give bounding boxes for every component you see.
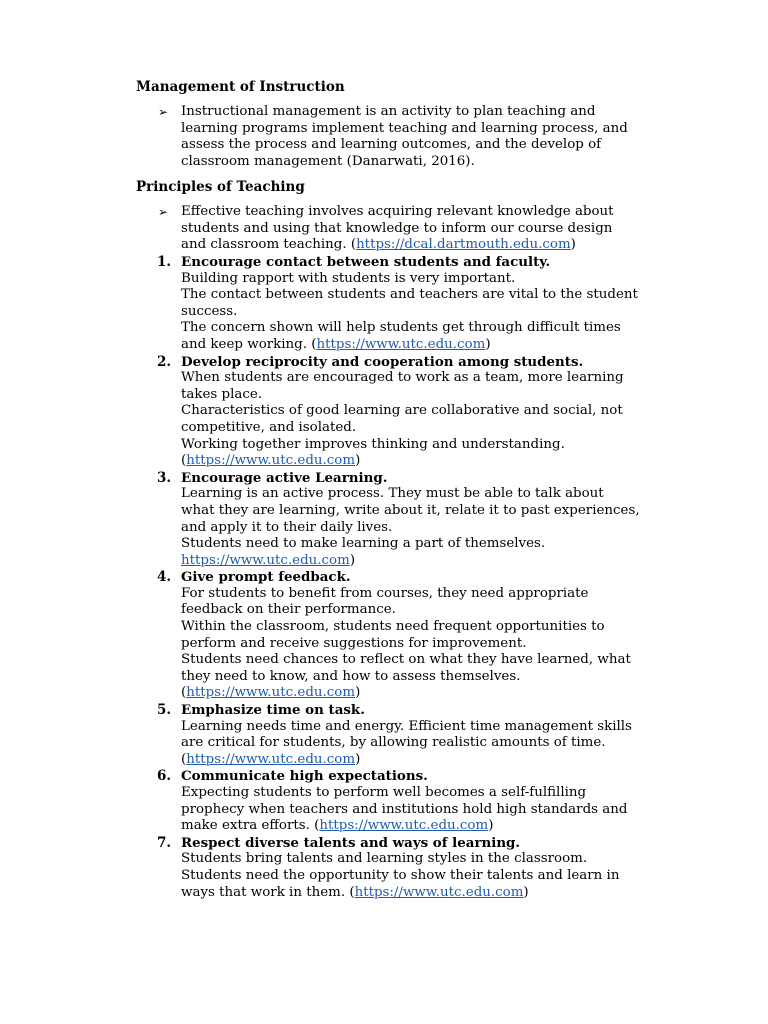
- section-heading-principles: Principles of Teaching: [136, 179, 305, 195]
- text-line: For students to benefit from courses, they need appropriate: [181, 585, 589, 601]
- text-segment: (: [181, 751, 187, 767]
- item-title: Respect diverse talents and ways of learning.: [181, 834, 521, 851]
- management-bullet: [158, 104, 641, 170]
- text-line: Within the classroom, students need frequent opportunities to: [181, 619, 605, 635]
- utc-link[interactable]: https://www.utc.edu.com: [186, 751, 356, 767]
- utc-link[interactable]: https://www.utc.edu.com: [181, 552, 350, 568]
- list-item: [0, 354, 768, 470]
- text-line: [181, 237, 641, 254]
- text-line: The concern shown will help students get through difficult times: [181, 320, 621, 336]
- item-body: [181, 254, 681, 354]
- text-line: Building rapport with students is very important.: [181, 270, 516, 286]
- item-body: [181, 354, 681, 470]
- text-segment: (: [181, 453, 187, 469]
- text-segment: ): [355, 453, 361, 469]
- text-line: The contact between students and teachers are vital to the student: [181, 287, 638, 303]
- item-title: Give prompt feedback.: [181, 569, 351, 586]
- list-item: [0, 835, 768, 901]
- text-segment: (: [181, 685, 187, 701]
- text-line: Learning is an active process. They must be able to talk about: [181, 486, 604, 502]
- text-line: takes place.: [181, 386, 263, 402]
- list-item: [0, 569, 768, 702]
- management-paragraph: [181, 104, 641, 170]
- item-title: Communicate high expectations.: [181, 768, 428, 785]
- text-segment: ): [485, 336, 491, 352]
- text-line: they need to know, and how to assess themselves.: [181, 668, 521, 684]
- item-title: Emphasize time on task.: [181, 702, 365, 719]
- text-line: success.: [181, 303, 238, 319]
- text-line: Instructional management is an activity to plan teaching and: [181, 104, 596, 119]
- text-line: prophecy when teachers and institutions hold high standards and: [181, 801, 628, 817]
- item-number: 3.: [157, 469, 172, 486]
- item-body: [181, 569, 681, 702]
- text-line: [181, 553, 681, 570]
- item-body: [181, 835, 681, 901]
- section-heading-management: Management of Instruction: [136, 79, 345, 95]
- item-title: Encourage contact between students and faculty.: [181, 254, 551, 270]
- item-body: [181, 470, 681, 570]
- principles-bullet: [158, 204, 641, 254]
- text-line: feedback on their performance.: [181, 602, 396, 618]
- text-line: Students need the opportunity to show their talents and learn in: [181, 867, 620, 883]
- item-number: 2.: [157, 353, 172, 370]
- text-line: learning programs implement teaching and learning process, and: [181, 120, 628, 136]
- text-line: competitive, and isolated.: [181, 419, 357, 435]
- text-line: assess the process and learning outcomes, and the develop of: [181, 137, 602, 153]
- text-line: [181, 337, 681, 354]
- item-number: 5.: [157, 702, 172, 719]
- utc-link[interactable]: https://www.utc.edu.com: [319, 818, 489, 834]
- text-line: Characteristics of good learning are collaborative and social, not: [181, 403, 623, 419]
- text-segment: ): [488, 818, 494, 834]
- principles-numbered-list: [0, 254, 768, 901]
- text-line: [181, 818, 681, 835]
- text-line: and apply it to their daily lives.: [181, 519, 393, 535]
- text-segment: ): [349, 552, 356, 568]
- item-title: Develop reciprocity and cooperation among students.: [181, 353, 584, 370]
- text-line: perform and receive suggestions for improvement.: [181, 635, 527, 651]
- list-item: [0, 470, 768, 570]
- utc-link[interactable]: https://www.utc.edu.com: [354, 884, 524, 900]
- principles-paragraph: [181, 204, 641, 254]
- text-line: [181, 453, 681, 470]
- text-segment: ): [523, 884, 529, 900]
- utc-link[interactable]: https://www.utc.edu.com: [316, 336, 486, 352]
- text-segment: make extra efforts. (: [181, 818, 320, 834]
- text-line: Students need to make learning a part of themselves.: [181, 536, 546, 552]
- item-number: 6.: [157, 768, 172, 785]
- dartmouth-link[interactable]: https://dcal.dartmouth.edu.com: [356, 237, 571, 253]
- item-title: Encourage active Learning.: [181, 469, 388, 486]
- list-item: [0, 254, 768, 354]
- item-number: 4.: [157, 569, 172, 586]
- item-number: 7.: [157, 834, 172, 851]
- text-line: [181, 885, 681, 902]
- text-line: [181, 685, 681, 702]
- text-line: Learning needs time and energy. Efficient time management skills: [181, 718, 632, 734]
- text-segment: ): [355, 751, 361, 767]
- text-line: [181, 752, 681, 769]
- text-segment: ): [570, 237, 576, 253]
- text-line: what they are learning, write about it, relate it to past experiences,: [181, 502, 640, 518]
- text-line: Students need chances to reflect on what they have learned, what: [181, 652, 631, 668]
- item-body: [181, 768, 681, 834]
- list-item: [0, 768, 768, 834]
- text-segment: and keep working. (: [181, 336, 317, 352]
- text-line: students and using that knowledge to inform our course design: [181, 220, 613, 236]
- text-line: Expecting students to perform well becomes a self-fulfilling: [181, 785, 587, 800]
- arrow-bullet-icon: ➢: [158, 105, 169, 119]
- text-line: classroom management (Danarwati, 2016).: [181, 153, 475, 169]
- list-item: [0, 702, 768, 768]
- utc-link[interactable]: https://www.utc.edu.com: [186, 685, 356, 701]
- text-line: Effective teaching involves acquiring relevant knowledge about: [181, 204, 614, 219]
- text-line: Students bring talents and learning styles in the classroom.: [181, 851, 588, 867]
- item-body: [181, 702, 681, 768]
- item-number: 1.: [157, 254, 172, 270]
- text-segment: ): [355, 685, 361, 701]
- arrow-bullet-icon: ➢: [158, 205, 169, 219]
- text-line: Working together improves thinking and understanding.: [181, 436, 565, 452]
- text-line: are critical for students, by allowing realistic amounts of time.: [181, 735, 606, 751]
- text-segment: and classroom teaching. (: [181, 237, 357, 253]
- utc-link[interactable]: https://www.utc.edu.com: [186, 453, 356, 469]
- text-segment: ways that work in them. (: [181, 884, 355, 900]
- text-line: When students are encouraged to work as a team, more learning: [181, 370, 624, 386]
